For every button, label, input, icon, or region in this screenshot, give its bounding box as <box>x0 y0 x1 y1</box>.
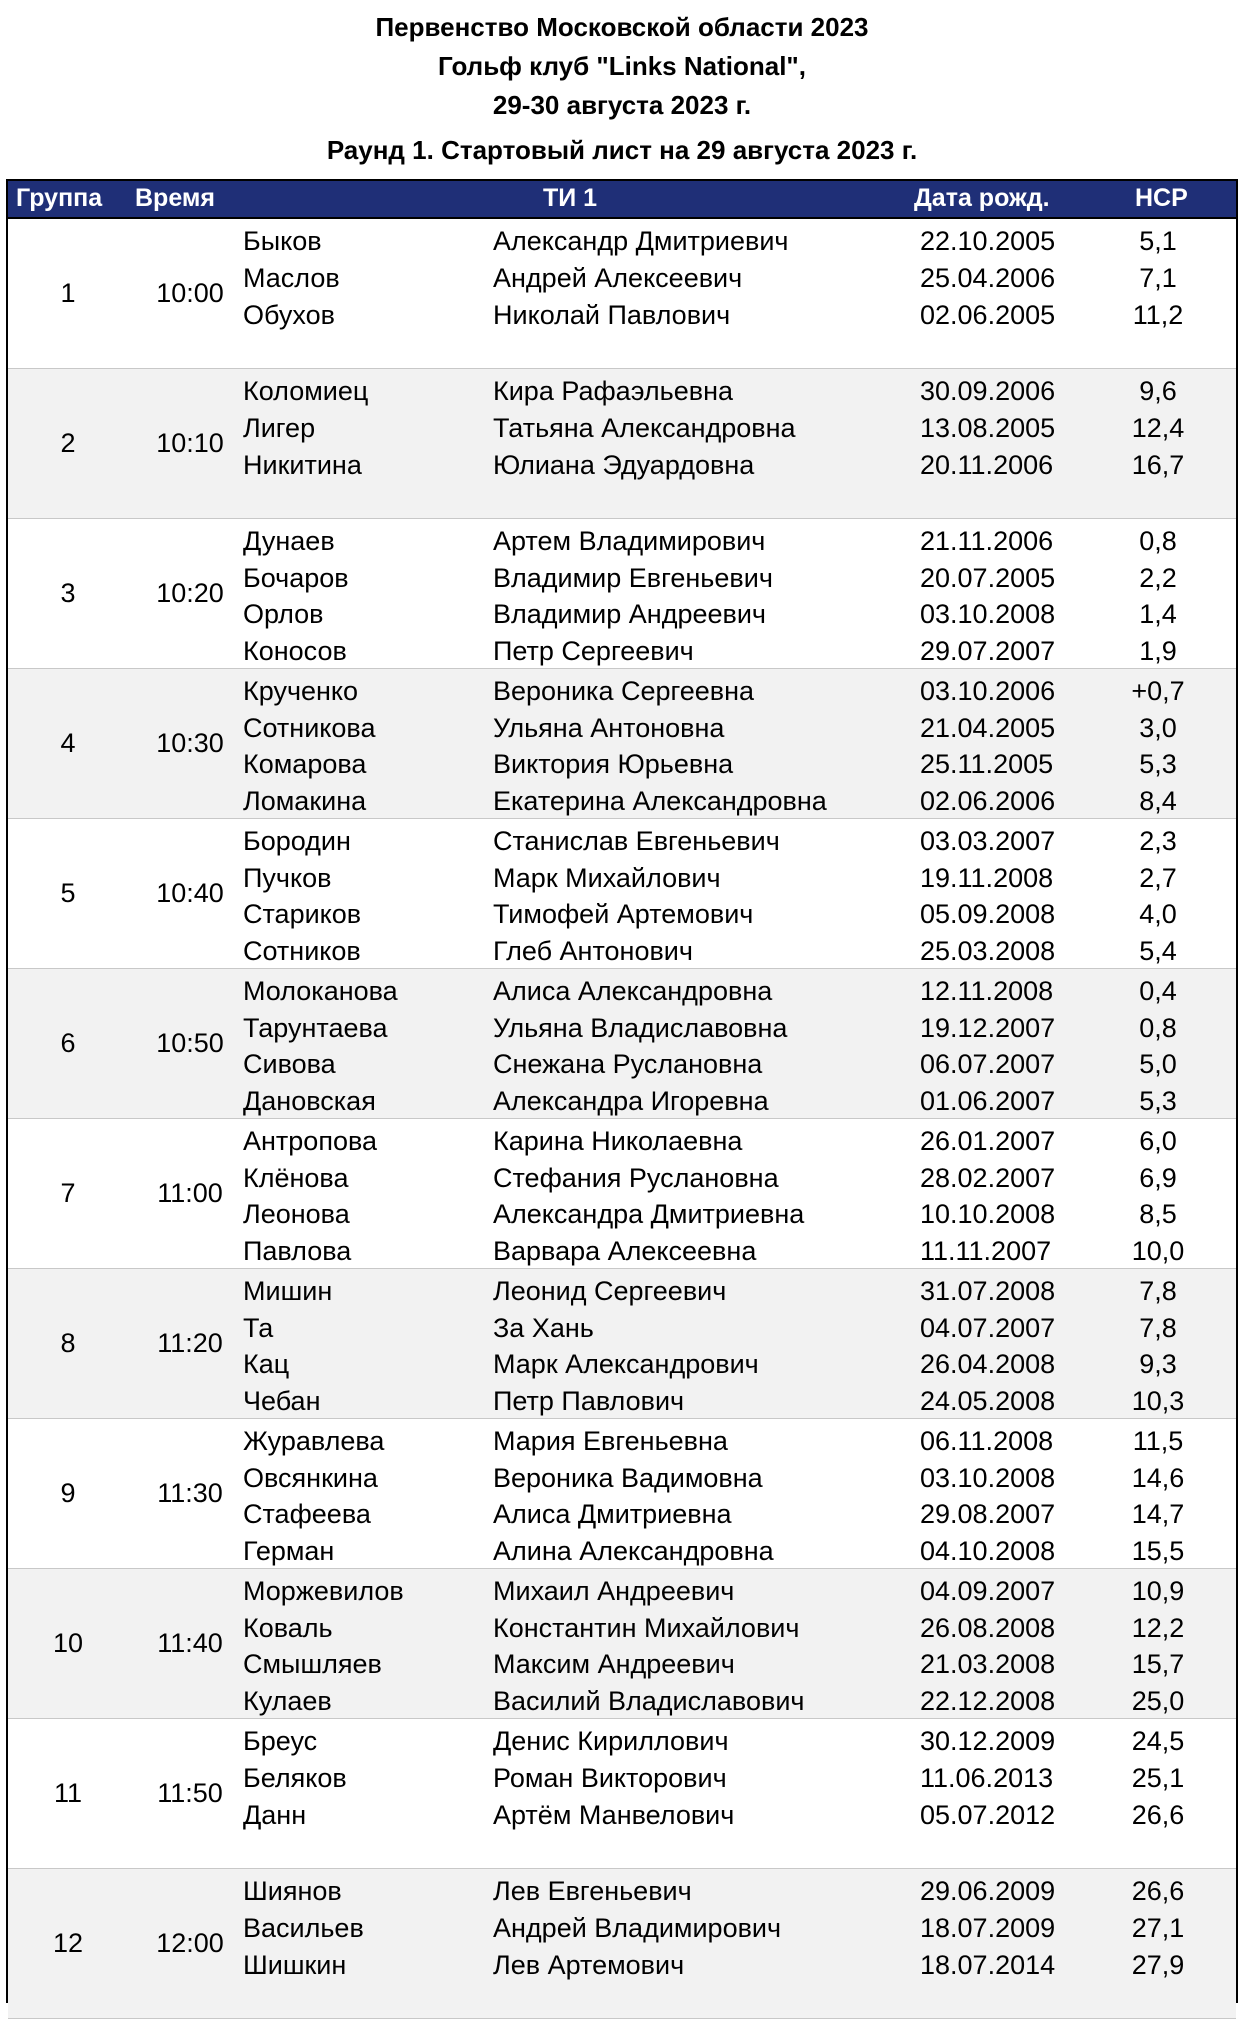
player-first-name: Мария Евгеньевна <box>493 1426 728 1456</box>
player-last-name: Молоканова <box>243 976 398 1006</box>
player-last-name: Мишин <box>243 1276 333 1306</box>
player-handicap: 2,7 <box>1139 862 1177 893</box>
player-birth-date: 04.07.2007 <box>920 1312 1056 1343</box>
player-last-name: Коломиец <box>243 376 369 406</box>
player-row <box>8 447 1236 484</box>
player-last-name: Никитина <box>243 450 362 480</box>
player-last-name: Журавлева <box>243 1426 385 1456</box>
player-row <box>8 1010 1236 1047</box>
player-handicap: 5,1 <box>1139 226 1177 256</box>
group-block <box>8 1419 1236 1569</box>
player-row <box>8 860 1236 897</box>
player-handicap: 4,0 <box>1139 899 1177 929</box>
player-handicap: 7,1 <box>1139 263 1177 293</box>
group-block <box>8 1869 1236 2019</box>
player-birth-date: 25.03.2008 <box>920 935 1056 966</box>
player-handicap: 6,0 <box>1139 1126 1177 1156</box>
player-row <box>8 410 1236 447</box>
player-first-name: Артем Владимирович <box>493 526 766 556</box>
player-last-name: Дановская <box>243 1085 376 1116</box>
player-last-name: Беляков <box>243 1763 347 1793</box>
player-handicap: 7,8 <box>1139 1312 1177 1343</box>
player-row <box>8 1123 1236 1160</box>
header-group: Группа <box>16 184 103 212</box>
start-list-table <box>6 179 1238 2003</box>
group-number: 2 <box>60 428 76 458</box>
player-last-name: Леонова <box>243 1199 350 1229</box>
player-first-name: Лев Евгеньевич <box>493 1876 692 1906</box>
player-last-name: Орлов <box>243 599 324 629</box>
group-number: 12 <box>52 1928 84 1958</box>
player-first-name: Варвара Алексеевна <box>493 1235 757 1266</box>
player-handicap: 8,5 <box>1139 1199 1177 1229</box>
player-birth-date: 30.12.2009 <box>920 1726 1056 1756</box>
player-birth-date: 28.02.2007 <box>920 1162 1056 1193</box>
group-block <box>8 1269 1236 1419</box>
player-row <box>8 1460 1236 1497</box>
player-last-name: Та <box>243 1312 274 1343</box>
player-last-name: Пучков <box>243 862 332 893</box>
player-birth-date: 21.11.2006 <box>920 526 1054 556</box>
player-birth-date: 11.11.2007 <box>920 1235 1052 1266</box>
player-handicap: 12,2 <box>1131 1612 1185 1643</box>
group-number: 8 <box>60 1328 76 1358</box>
tee-time: 10:20 <box>156 578 224 608</box>
document-title <box>0 0 1244 170</box>
player-birth-date: 06.11.2008 <box>920 1426 1054 1456</box>
tee-time: 11:20 <box>157 1328 223 1358</box>
player-birth-date: 04.10.2008 <box>920 1535 1056 1566</box>
player-handicap: 1,9 <box>1139 635 1177 666</box>
group-block <box>8 219 1236 369</box>
player-last-name: Овсянкина <box>243 1462 378 1493</box>
player-row <box>8 783 1236 820</box>
player-birth-date: 24.05.2008 <box>920 1385 1056 1416</box>
player-list <box>8 673 1236 819</box>
player-first-name: Марк Александрович <box>493 1349 759 1379</box>
player-handicap: 7,8 <box>1139 1276 1177 1306</box>
player-handicap: 26,6 <box>1131 1800 1185 1830</box>
player-first-name: Петр Сергеевич <box>493 635 694 666</box>
player-row <box>8 1383 1236 1420</box>
player-row <box>8 1346 1236 1383</box>
player-list <box>8 973 1236 1119</box>
player-row <box>8 1496 1236 1533</box>
player-handicap: 9,6 <box>1139 376 1177 406</box>
player-row <box>8 1310 1236 1347</box>
player-handicap: 6,9 <box>1139 1162 1177 1193</box>
player-handicap: 25,0 <box>1131 1685 1185 1716</box>
player-handicap: 10,0 <box>1131 1235 1185 1266</box>
player-last-name: Кац <box>243 1349 290 1379</box>
player-handicap: 12,4 <box>1131 413 1185 443</box>
tee-time: 10:50 <box>156 1028 224 1058</box>
player-first-name: Роман Викторович <box>493 1763 727 1793</box>
player-handicap: 5,3 <box>1139 1085 1177 1116</box>
player-row <box>8 1873 1236 1910</box>
group-block <box>8 669 1236 819</box>
player-birth-date: 19.11.2008 <box>920 862 1054 893</box>
player-row <box>8 1760 1236 1797</box>
player-last-name: Антропова <box>243 1126 378 1156</box>
group-number: 7 <box>60 1178 76 1208</box>
player-birth-date: 05.09.2008 <box>920 899 1056 929</box>
player-row <box>8 1233 1236 1270</box>
player-first-name: Николай Павлович <box>493 300 731 330</box>
player-last-name: Чебан <box>243 1385 321 1416</box>
player-birth-date: 22.10.2005 <box>920 226 1056 256</box>
player-first-name: Ульяна Антоновна <box>493 712 725 743</box>
group-block <box>8 1719 1236 1869</box>
player-row <box>8 1196 1236 1233</box>
player-first-name: Вероника Вадимовна <box>493 1462 763 1493</box>
player-first-name: Алиса Дмитриевна <box>493 1499 732 1529</box>
group-list <box>8 219 1236 2019</box>
player-first-name: Артём Манвелович <box>493 1800 735 1830</box>
player-row <box>8 1910 1236 1947</box>
player-last-name: Тарунтаева <box>243 1012 388 1043</box>
player-last-name: Ломакина <box>243 785 367 816</box>
player-first-name: Стефания Руслановна <box>493 1162 779 1193</box>
player-birth-date: 25.04.2006 <box>920 263 1056 293</box>
player-row <box>8 1723 1236 1760</box>
player-first-name: Константин Михайлович <box>493 1612 800 1643</box>
player-birth-date: 26.08.2008 <box>920 1612 1056 1643</box>
player-birth-date: 29.07.2007 <box>920 635 1056 666</box>
player-row <box>8 823 1236 860</box>
player-row <box>8 260 1236 297</box>
group-number: 4 <box>60 728 76 758</box>
header-hcp: HCP <box>1135 184 1188 212</box>
player-last-name: Моржевилов <box>243 1576 404 1606</box>
player-list <box>8 223 1236 334</box>
player-last-name: Васильев <box>243 1913 364 1943</box>
group-block <box>8 519 1236 669</box>
player-handicap: 5,3 <box>1139 749 1177 779</box>
player-handicap: 5,4 <box>1139 935 1177 966</box>
player-birth-date: 03.10.2008 <box>920 599 1056 629</box>
player-handicap: 24,5 <box>1131 1726 1185 1756</box>
player-handicap: 27,1 <box>1131 1913 1185 1943</box>
player-first-name: Вероника Сергеевна <box>493 676 755 706</box>
player-birth-date: 02.06.2006 <box>920 785 1056 816</box>
group-number: 6 <box>60 1028 76 1058</box>
player-first-name: Татьяна Александровна <box>493 413 796 443</box>
player-last-name: Бородин <box>243 826 351 856</box>
player-last-name: Обухов <box>243 300 335 330</box>
player-first-name: Александр Дмитриевич <box>493 226 789 256</box>
player-last-name: Бочаров <box>243 562 349 593</box>
player-row <box>8 1610 1236 1647</box>
player-birth-date: 29.08.2007 <box>920 1499 1056 1529</box>
player-row <box>8 1046 1236 1083</box>
player-last-name: Комарова <box>243 749 367 779</box>
player-last-name: Лигер <box>243 413 316 443</box>
player-last-name: Шишкин <box>243 1950 347 1980</box>
player-first-name: Марк Михайлович <box>493 862 721 893</box>
title-club: Гольф клуб "Links National", <box>438 51 806 81</box>
group-block <box>8 1119 1236 1269</box>
player-last-name: Герман <box>243 1535 335 1566</box>
player-birth-date: 20.11.2006 <box>920 450 1054 480</box>
player-birth-date: 21.03.2008 <box>920 1649 1056 1679</box>
player-first-name: Владимир Евгеньевич <box>493 562 773 593</box>
player-handicap: 27,9 <box>1131 1950 1185 1980</box>
player-last-name: Сивова <box>243 1049 336 1079</box>
title-championship: Первенство Московской области 2023 <box>375 12 869 42</box>
player-first-name: Снежана Руслановна <box>493 1049 763 1079</box>
player-handicap: 25,1 <box>1131 1763 1185 1793</box>
group-block <box>8 1569 1236 1719</box>
group-number: 5 <box>60 878 76 908</box>
player-handicap: 8,4 <box>1139 785 1177 816</box>
player-handicap: 2,2 <box>1139 562 1177 593</box>
player-first-name: За Хань <box>493 1312 594 1343</box>
player-handicap: 10,9 <box>1131 1576 1185 1606</box>
player-first-name: Карина Николаевна <box>493 1126 743 1156</box>
player-last-name: Стариков <box>243 899 362 929</box>
player-first-name: Михаил Андреевич <box>493 1576 735 1606</box>
player-birth-date: 02.06.2005 <box>920 300 1056 330</box>
player-first-name: Тимофей Артемович <box>493 899 754 929</box>
player-row <box>8 1797 1236 1834</box>
player-row <box>8 1423 1236 1460</box>
group-block <box>8 969 1236 1119</box>
player-list <box>8 523 1236 669</box>
group-number: 10 <box>52 1628 84 1658</box>
tee-time: 11:40 <box>157 1628 223 1658</box>
player-birth-date: 20.07.2005 <box>920 562 1056 593</box>
player-last-name: Быков <box>243 226 322 256</box>
tee-time: 11:50 <box>157 1778 223 1808</box>
player-first-name: Денис Кириллович <box>493 1726 729 1756</box>
player-first-name: Андрей Алексеевич <box>493 263 743 293</box>
player-handicap: 14,7 <box>1131 1499 1185 1529</box>
player-birth-date: 26.01.2007 <box>920 1126 1056 1156</box>
player-first-name: Екатерина Александровна <box>493 785 827 816</box>
tee-time: 10:30 <box>156 728 224 758</box>
player-birth-date: 04.09.2007 <box>920 1576 1056 1606</box>
player-birth-date: 22.12.2008 <box>920 1685 1056 1716</box>
player-list <box>8 1723 1236 1834</box>
player-first-name: Алина Александровна <box>493 1535 774 1566</box>
player-birth-date: 18.07.2014 <box>920 1950 1056 1980</box>
player-handicap: 0,8 <box>1139 526 1177 556</box>
player-handicap: 15,5 <box>1131 1535 1185 1566</box>
player-row <box>8 560 1236 597</box>
player-birth-date: 31.07.2008 <box>920 1276 1056 1306</box>
player-row <box>8 596 1236 633</box>
player-first-name: Александра Дмитриевна <box>493 1199 805 1229</box>
table-header <box>8 181 1236 219</box>
player-birth-date: 03.10.2006 <box>920 676 1056 706</box>
player-last-name: Павлова <box>243 1235 352 1266</box>
player-last-name: Клёнова <box>243 1162 349 1193</box>
player-last-name: Дунаев <box>243 526 335 556</box>
player-birth-date: 13.08.2005 <box>920 413 1056 443</box>
player-first-name: Станислав Евгеньевич <box>493 826 780 856</box>
player-handicap: 11,2 <box>1132 300 1184 330</box>
player-first-name: Василий Владиславович <box>493 1685 805 1716</box>
group-block <box>8 819 1236 969</box>
player-row <box>8 523 1236 560</box>
player-birth-date: 03.03.2007 <box>920 826 1056 856</box>
tee-time: 11:30 <box>157 1478 223 1508</box>
player-last-name: Данн <box>243 1800 307 1830</box>
player-first-name: Глеб Антонович <box>493 935 693 966</box>
player-handicap: 2,3 <box>1139 826 1177 856</box>
player-last-name: Шиянов <box>243 1876 342 1906</box>
tee-time: 12:00 <box>156 1928 224 1958</box>
player-birth-date: 21.04.2005 <box>920 712 1056 743</box>
player-row <box>8 1683 1236 1720</box>
player-first-name: Лев Артемович <box>493 1950 685 1980</box>
player-birth-date: 05.07.2012 <box>920 1800 1056 1830</box>
player-birth-date: 12.11.2008 <box>920 976 1054 1006</box>
tee-time: 10:00 <box>156 278 224 308</box>
player-handicap: 11,5 <box>1132 1426 1184 1456</box>
player-last-name: Сотников <box>243 935 361 966</box>
player-row <box>8 673 1236 710</box>
player-row <box>8 223 1236 260</box>
player-first-name: Петр Павлович <box>493 1385 685 1416</box>
header-tee: ТИ 1 <box>543 184 598 212</box>
player-handicap: 9,3 <box>1139 1349 1177 1379</box>
player-handicap: 16,7 <box>1131 450 1185 480</box>
group-number: 1 <box>60 278 76 308</box>
player-list <box>8 1573 1236 1719</box>
player-row <box>8 1083 1236 1120</box>
player-list <box>8 823 1236 969</box>
player-row <box>8 710 1236 747</box>
group-number: 9 <box>60 1478 76 1508</box>
player-row <box>8 1533 1236 1570</box>
player-birth-date: 29.06.2009 <box>920 1876 1056 1906</box>
player-last-name: Стафеева <box>243 1499 371 1529</box>
group-number: 3 <box>60 578 76 608</box>
title-round: Раунд 1. Стартовый лист на 29 августа 2023 г. <box>326 135 918 165</box>
player-birth-date: 03.10.2008 <box>920 1462 1056 1493</box>
player-row <box>8 973 1236 1010</box>
tee-time: 10:40 <box>156 878 224 908</box>
player-last-name: Крученко <box>243 676 359 706</box>
player-first-name: Александра Игоревна <box>493 1085 769 1116</box>
player-row <box>8 633 1236 670</box>
player-first-name: Ульяна Владиславовна <box>493 1012 788 1043</box>
player-handicap: 10,3 <box>1131 1385 1185 1416</box>
player-birth-date: 06.07.2007 <box>920 1049 1056 1079</box>
player-last-name: Сотникова <box>243 712 376 743</box>
group-block <box>8 369 1236 519</box>
player-list <box>8 1123 1236 1269</box>
player-birth-date: 01.06.2007 <box>920 1085 1056 1116</box>
player-list <box>8 373 1236 484</box>
player-row <box>8 746 1236 783</box>
player-first-name: Андрей Владимирович <box>493 1913 782 1943</box>
player-birth-date: 30.09.2006 <box>920 376 1056 406</box>
player-row <box>8 1160 1236 1197</box>
player-row <box>8 933 1236 970</box>
player-first-name: Максим Андреевич <box>493 1649 735 1679</box>
player-row <box>8 1573 1236 1610</box>
player-last-name: Коваль <box>243 1612 333 1643</box>
player-row <box>8 373 1236 410</box>
player-row <box>8 1646 1236 1683</box>
player-first-name: Леонид Сергеевич <box>493 1276 727 1306</box>
player-birth-date: 18.07.2009 <box>920 1913 1056 1943</box>
player-handicap: 5,0 <box>1139 1049 1177 1079</box>
player-last-name: Бреус <box>243 1726 318 1756</box>
player-last-name: Коносов <box>243 635 347 666</box>
player-list <box>8 1273 1236 1419</box>
player-first-name: Алиса Александровна <box>493 976 773 1006</box>
player-birth-date: 11.06.2013 <box>920 1763 1054 1793</box>
tee-time: 11:00 <box>157 1178 223 1208</box>
player-last-name: Маслов <box>243 263 340 293</box>
player-first-name: Виктория Юрьевна <box>493 749 734 779</box>
player-handicap: 0,8 <box>1139 1012 1177 1043</box>
player-row <box>8 297 1236 334</box>
player-row <box>8 896 1236 933</box>
player-last-name: Кулаев <box>243 1685 332 1716</box>
player-birth-date: 19.12.2007 <box>920 1012 1056 1043</box>
player-first-name: Кира Рафаэльевна <box>493 376 733 406</box>
header-time: Время <box>135 184 215 212</box>
player-first-name: Владимир Андреевич <box>493 599 766 629</box>
player-handicap: 26,6 <box>1131 1876 1185 1906</box>
group-number: 11 <box>53 1778 83 1808</box>
player-row <box>8 1947 1236 1984</box>
player-handicap: 3,0 <box>1139 712 1177 743</box>
player-first-name: Юлиана Эдуардовна <box>493 450 755 480</box>
player-last-name: Смышляев <box>243 1649 382 1679</box>
player-handicap: +0,7 <box>1131 676 1185 706</box>
player-handicap: 1,4 <box>1139 599 1177 629</box>
player-birth-date: 10.10.2008 <box>920 1199 1056 1229</box>
player-list <box>8 1423 1236 1569</box>
player-list <box>8 1873 1236 1984</box>
player-birth-date: 25.11.2005 <box>920 749 1054 779</box>
header-dob: Дата рожд. <box>914 184 1050 212</box>
player-handicap: 15,7 <box>1131 1649 1185 1679</box>
player-birth-date: 26.04.2008 <box>920 1349 1056 1379</box>
player-row <box>8 1273 1236 1310</box>
tee-time: 10:10 <box>156 428 224 458</box>
player-handicap: 14,6 <box>1131 1462 1185 1493</box>
player-handicap: 0,4 <box>1139 976 1177 1006</box>
title-dates: 29-30 августа 2023 г. <box>492 90 752 120</box>
